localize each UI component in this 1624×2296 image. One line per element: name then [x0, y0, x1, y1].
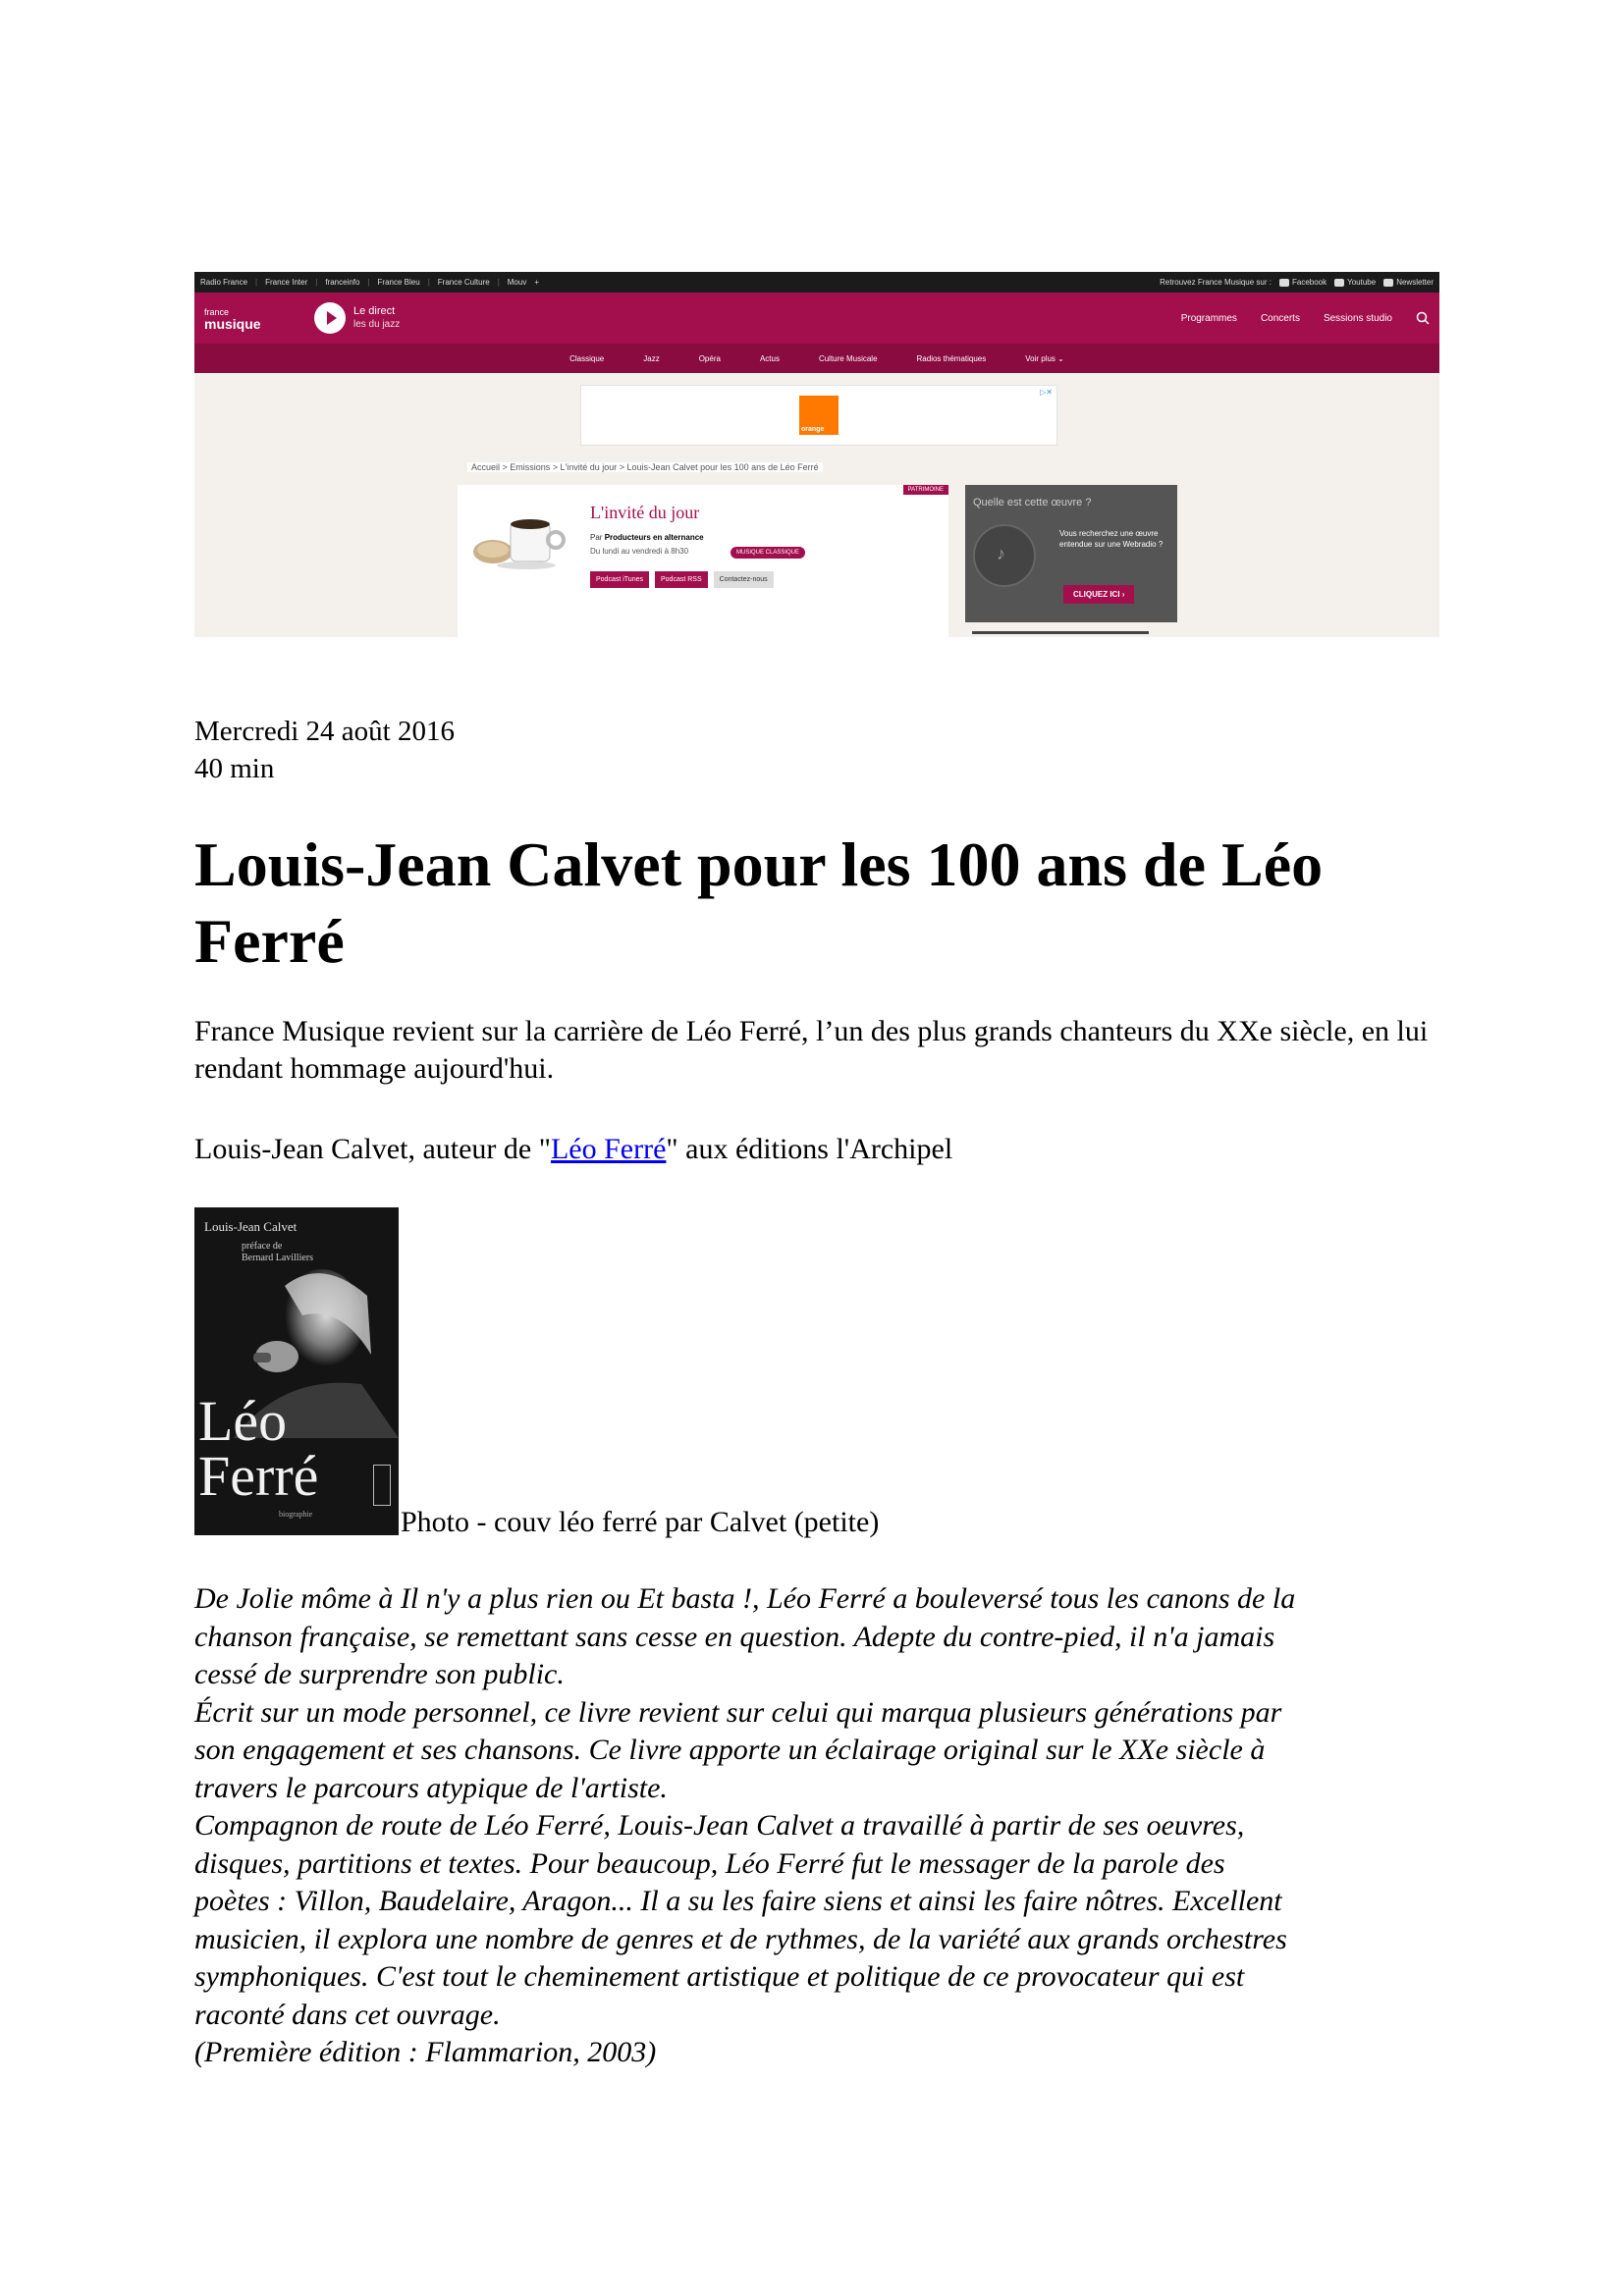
breadcrumb[interactable]: Accueil > Emissions > L'invité du jour > Louis-Jean Calvet pour les 100 ans de Léo Ferré [467, 462, 823, 472]
nav-programmes[interactable]: Programmes [1180, 312, 1237, 324]
youtube-link[interactable]: Youtube [1334, 278, 1376, 287]
category-tag: PATRIMOINE [903, 485, 948, 495]
article-title: Louis-Jean Calvet pour les 100 ans de Léo Ferré [194, 829, 1324, 976]
music-id-widget [965, 485, 1177, 622]
description-line: cessé de surprendre son public. [194, 1658, 565, 1690]
book-link[interactable]: Léo Ferré [550, 1133, 667, 1165]
book-description [194, 1580, 1441, 2072]
genre-badge[interactable]: MUSIQUE CLASSIQUE [731, 547, 805, 559]
website-screenshot [194, 272, 1439, 637]
publish-date: Mercredi 24 août 2016 [194, 716, 455, 747]
play-icon[interactable] [314, 302, 346, 334]
advertisement[interactable] [580, 385, 1057, 446]
article-lead: France Musique revient sur la carrière de Léo Ferré, l’un des plus grands chanteurs du XXe siècle, en lui rendant hommage aujourd'hui. [194, 1015, 1429, 1085]
widget-title: Quelle est cette œuvre ? [973, 497, 1092, 508]
ad-close-icon[interactable]: ▷✕ [1040, 388, 1053, 397]
contact-button[interactable]: Contactez-nous [714, 571, 774, 588]
live-subtitle: les du jazz [353, 319, 401, 330]
cover-preface: préface de Bernard Lavilliers [242, 1241, 314, 1263]
show-card [458, 485, 948, 637]
topbar-link[interactable]: France Bleu [377, 278, 420, 287]
podcast-itunes-button[interactable]: Podcast iTunes [590, 571, 649, 588]
orange-logo: orange [799, 396, 839, 435]
show-producers: Par Producteurs en alternance [590, 533, 704, 542]
publisher-logo [373, 1465, 391, 1506]
nav-culture-musicale[interactable]: Culture Musicale [818, 353, 878, 363]
description-line: symphoniques. C'est tout le cheminement artistique et politique de ce provocateur qui est [194, 1960, 1245, 1993]
follow-label: Retrouvez France Musique sur : [1160, 278, 1272, 287]
click-here-button[interactable]: CLIQUEZ ICI › [1063, 585, 1134, 604]
site-header [194, 293, 1439, 344]
show-title[interactable]: L'invité du jour [590, 503, 700, 522]
coffee-cup-illustration [471, 507, 566, 573]
facebook-link[interactable]: Facebook [1279, 278, 1326, 287]
widget-text: Vous recherchez une œuvre entendue sur une Webradio ? [1059, 529, 1164, 549]
description-line: Écrit sur un mode personnel, ce livre revient sur celui qui marqua plusieurs générations par [194, 1695, 1282, 1729]
description-line: musicien, il explora une nombre de genres et de rythmes, de la variété aux grands orchestres [194, 1922, 1287, 1955]
topbar-link[interactable]: France Culture [437, 278, 490, 287]
scrollbar[interactable] [972, 631, 1149, 634]
cover-title: Léo Ferré [198, 1389, 319, 1508]
article-meta [194, 713, 455, 787]
header-nav [1181, 313, 1392, 324]
youtube-icon [1334, 279, 1344, 287]
nav-classique[interactable]: Classique [569, 353, 605, 363]
nav-voir-plus[interactable]: Voir plus ⌄ [1025, 353, 1064, 363]
author-credit: Louis-Jean Calvet, auteur de "Léo Ferré" aux éditions l'Archipel [194, 1133, 953, 1165]
description-line: poètes : Villon, Baudelaire, Aragon... Il a su les faire siens et ainsi les faire nôtres. Excellent [194, 1885, 1282, 1917]
nav-concerts[interactable]: Concerts [1260, 312, 1300, 324]
cover-subtitle: biographie [279, 1510, 313, 1519]
nav-opera[interactable]: Opéra [698, 353, 721, 363]
topbar-link[interactable]: Mouv [507, 278, 527, 287]
description-line: Compagnon de route de Léo Ferré, Louis-Jean Calvet a travaillé à partir de ses oeuvres, [194, 1809, 1245, 1842]
vinyl-disc-icon: ♪ [973, 524, 1036, 587]
podcast-rss-button[interactable]: Podcast RSS [655, 571, 708, 588]
book-cover-image [194, 1207, 399, 1535]
description-line: travers le parcours atypique de l'artiste. [194, 1771, 668, 1804]
description-line: chanson française, se remettant sans cesse en question. Adepte du contre-pied, il n'a jamais [194, 1620, 1275, 1653]
topbar-link[interactable]: + [534, 278, 539, 287]
facebook-icon [1279, 279, 1289, 287]
image-caption: Photo - couv léo ferré par Calvet (petite) [401, 1506, 880, 1538]
topbar-link[interactable]: France Inter [265, 278, 308, 287]
description-line: (Première édition : Flammarion, 2003) [194, 2036, 657, 2068]
chevron-down-icon: ⌄ [1057, 353, 1064, 363]
topbar-link[interactable]: franceinfo [325, 278, 360, 287]
network-topbar: Radio France | France Inter | franceinfo | France Bleu | France Culture | Mouv + Retrouvez France Musique sur : Facebook Youtube Newsletter [194, 272, 1439, 293]
description-line: raconté dans cet ouvrage. [194, 1998, 501, 2031]
duration: 40 min [194, 753, 275, 784]
description-line: De Jolie môme à Il n'y a plus rien ou Et basta !, Léo Ferré a bouleversé tous les canons de la [194, 1582, 1296, 1615]
podcast-buttons [590, 571, 774, 588]
show-schedule: Du lundi au vendredi à 8h30 [590, 547, 689, 556]
home-icon [1383, 279, 1393, 287]
category-nav [194, 344, 1439, 373]
nav-radios-thematiques[interactable]: Radios thématiques [916, 353, 987, 363]
newsletter-link[interactable]: Newsletter [1383, 278, 1434, 287]
live-player[interactable] [353, 305, 400, 331]
topbar-link[interactable]: Radio France [200, 278, 248, 287]
search-icon[interactable] [1416, 311, 1430, 325]
france-musique-logo[interactable]: france musique [204, 307, 261, 332]
nav-sessions-studio[interactable]: Sessions studio [1323, 312, 1392, 324]
live-label: Le direct [353, 305, 396, 317]
cover-author: Louis-Jean Calvet [204, 1219, 298, 1234]
description-line: disques, partitions et textes. Pour beaucoup, Léo Ferré fut le messager de la parole des [194, 1846, 1225, 1880]
nav-jazz[interactable]: Jazz [643, 353, 660, 363]
description-line: son engagement et ses chansons. Ce livre apporte un éclairage original sur le XXe siècle à [194, 1734, 1266, 1766]
nav-actus[interactable]: Actus [759, 353, 780, 363]
